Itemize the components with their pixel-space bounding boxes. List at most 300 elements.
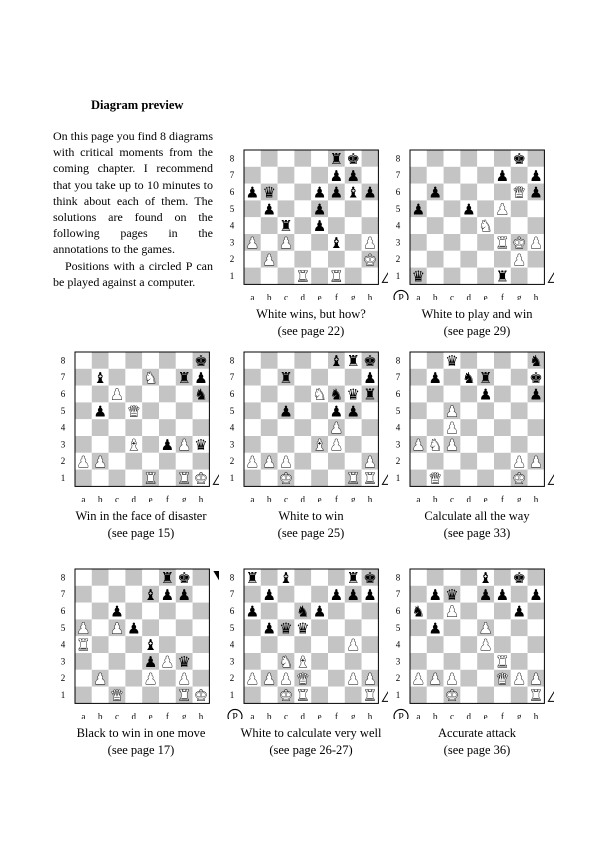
board-square xyxy=(477,352,494,369)
file-label: c xyxy=(450,711,454,719)
board-square xyxy=(311,369,328,386)
rank-label: 2 xyxy=(395,673,401,684)
board-square xyxy=(410,586,427,603)
file-label: f xyxy=(165,494,169,502)
black-pawn-icon: ♟ xyxy=(262,587,276,604)
board-square xyxy=(294,453,311,470)
black-rook-icon: ♜ xyxy=(478,370,493,387)
board-square xyxy=(410,402,427,419)
board-square xyxy=(460,653,477,670)
board-square xyxy=(261,569,278,586)
black-queen-icon: ♛ xyxy=(445,354,459,370)
black-pawn-icon: ♟ xyxy=(312,185,327,202)
white-to-move-icon xyxy=(382,691,388,701)
white-pawn-icon: ♟ xyxy=(363,236,377,252)
file-label: d xyxy=(300,711,306,719)
board-square xyxy=(75,470,92,487)
chessboard xyxy=(57,567,219,719)
black-knight-icon: ♞ xyxy=(296,604,310,621)
rank-label: 4 xyxy=(229,422,235,433)
file-label: d xyxy=(131,494,137,502)
white-to-move-icon xyxy=(548,691,554,701)
diagram-caption xyxy=(377,306,577,340)
white-queen-icon: ♛ xyxy=(495,671,510,688)
board-square xyxy=(294,569,311,586)
board-square xyxy=(511,217,528,234)
rank-label: 4 xyxy=(395,220,401,231)
rank-label: 8 xyxy=(229,355,235,366)
board-square xyxy=(92,386,109,403)
file-label: d xyxy=(466,494,472,502)
board-square xyxy=(477,470,494,487)
rank-label: 1 xyxy=(60,473,66,483)
rank-label: 6 xyxy=(229,187,235,197)
board-square xyxy=(427,402,444,419)
white-pawn-icon: ♟ xyxy=(279,454,293,471)
file-label: g xyxy=(181,494,187,502)
black-king-icon: ♚ xyxy=(346,152,360,168)
rank-label: 5 xyxy=(229,622,235,633)
rank-label: 1 xyxy=(395,271,401,281)
board-square xyxy=(477,419,494,436)
board-square xyxy=(75,386,92,403)
board-square xyxy=(362,200,379,217)
board-square xyxy=(362,619,379,636)
computer-marker-label: P xyxy=(398,712,404,719)
board-square xyxy=(494,402,511,419)
board-square xyxy=(311,352,328,369)
board-square xyxy=(142,603,159,620)
board-square xyxy=(109,352,126,369)
white-bishop-icon: ♝ xyxy=(127,438,141,454)
black-pawn-icon: ♟ xyxy=(478,587,493,604)
board-square xyxy=(410,369,427,386)
board-square xyxy=(159,670,176,687)
white-rook-icon: ♜ xyxy=(296,688,310,705)
board-square xyxy=(75,586,92,603)
black-pawn-icon: ♟ xyxy=(495,587,510,604)
file-label: d xyxy=(300,494,306,502)
board-square xyxy=(261,167,278,184)
board-square xyxy=(460,603,477,620)
board-square xyxy=(427,653,444,670)
rank-label: 1 xyxy=(229,473,235,483)
white-pawn-icon: ♟ xyxy=(445,404,459,421)
board-square xyxy=(427,419,444,436)
board-square xyxy=(328,670,345,687)
black-queen-icon: ♛ xyxy=(296,621,310,638)
white-to-move-icon xyxy=(382,272,388,282)
white-queen-icon: ♛ xyxy=(296,671,310,688)
board-square xyxy=(494,419,511,436)
board-square xyxy=(244,436,261,453)
board-square xyxy=(494,369,511,386)
board-square xyxy=(528,636,545,653)
white-pawn-icon: ♟ xyxy=(512,252,526,269)
intro-paragraph: On this page you find 8 diagrams with critical moments from the coming chapter. I recommend that you take up to 10 minutes to think about each of them. The solutions are found on the following pages in the annotations to the games. xyxy=(53,129,213,257)
rank-label: 3 xyxy=(60,439,66,450)
board-square xyxy=(460,167,477,184)
chessboard xyxy=(392,350,554,502)
white-pawn-icon: ♟ xyxy=(262,454,276,471)
board-square xyxy=(92,586,109,603)
black-pawn-icon: ♟ xyxy=(346,168,360,185)
board-square xyxy=(477,251,494,268)
white-queen-icon: ♛ xyxy=(127,404,141,421)
board-square xyxy=(444,167,461,184)
board-square xyxy=(511,619,528,636)
board-square xyxy=(75,352,92,369)
black-king-icon: ♚ xyxy=(529,370,543,387)
white-pawn-icon: ♟ xyxy=(110,621,124,638)
board-square xyxy=(410,687,427,704)
rank-label: 6 xyxy=(395,187,401,197)
board-square xyxy=(311,453,328,470)
file-label: c xyxy=(284,292,288,300)
rank-label: 7 xyxy=(395,589,401,600)
file-label: g xyxy=(350,292,356,300)
board-square xyxy=(278,268,295,285)
black-rook-icon: ♜ xyxy=(245,571,260,587)
white-to-move-icon xyxy=(548,474,554,484)
rank-label: 6 xyxy=(395,606,401,616)
white-pawn-icon: ♟ xyxy=(411,438,426,454)
board-square xyxy=(244,352,261,369)
board-square xyxy=(494,569,511,586)
board-square xyxy=(278,352,295,369)
black-queen-icon: ♛ xyxy=(262,185,276,202)
board-square xyxy=(311,150,328,167)
black-bishop-icon: ♝ xyxy=(329,354,344,370)
white-pawn-icon: ♟ xyxy=(512,671,526,688)
board-square xyxy=(494,636,511,653)
board-square xyxy=(244,167,261,184)
board-square xyxy=(444,200,461,217)
file-label: d xyxy=(466,711,472,719)
board-square xyxy=(328,251,345,268)
black-knight-icon: ♞ xyxy=(194,387,208,404)
board-square xyxy=(410,453,427,470)
board-square xyxy=(427,251,444,268)
board-square xyxy=(328,200,345,217)
board-square xyxy=(494,184,511,201)
white-pawn-icon: ♟ xyxy=(478,621,493,638)
rank-label: 1 xyxy=(395,690,401,700)
board-square xyxy=(460,687,477,704)
rank-label: 8 xyxy=(229,572,235,583)
white-pawn-icon: ♟ xyxy=(76,454,91,471)
board-square xyxy=(294,386,311,403)
white-rook-icon: ♜ xyxy=(177,688,191,705)
rank-label: 3 xyxy=(395,237,401,248)
file-label: e xyxy=(317,292,322,300)
board-square xyxy=(328,603,345,620)
black-rook-icon: ♜ xyxy=(160,571,175,587)
white-rook-icon: ♜ xyxy=(346,471,360,488)
white-queen-icon: ♛ xyxy=(428,471,442,488)
board-square xyxy=(261,653,278,670)
caption-title: Accurate attack xyxy=(437,726,517,740)
white-to-move-icon xyxy=(548,272,554,282)
board-square xyxy=(294,586,311,603)
board-square xyxy=(193,653,210,670)
board-square xyxy=(511,687,528,704)
board-square xyxy=(511,167,528,184)
white-king-icon: ♚ xyxy=(194,471,208,488)
white-pawn-icon: ♟ xyxy=(529,236,543,252)
black-king-icon: ♚ xyxy=(194,354,208,370)
board-square xyxy=(444,150,461,167)
white-pawn-icon: ♟ xyxy=(363,454,377,471)
caption-page-ref: (see page 17) xyxy=(107,743,175,757)
board-square xyxy=(125,636,142,653)
black-pawn-icon: ♟ xyxy=(245,604,260,621)
black-pawn-icon: ♟ xyxy=(529,587,543,604)
board-square xyxy=(125,470,142,487)
rank-label: 5 xyxy=(60,405,66,416)
board-square xyxy=(328,687,345,704)
black-pawn-icon: ♟ xyxy=(346,587,360,604)
white-pawn-icon: ♟ xyxy=(529,454,543,471)
board-square xyxy=(427,386,444,403)
board-square xyxy=(278,167,295,184)
black-pawn-icon: ♟ xyxy=(411,202,426,219)
board-square xyxy=(294,251,311,268)
board-square xyxy=(345,603,362,620)
rank-label: 7 xyxy=(229,372,235,383)
board-square xyxy=(109,369,126,386)
file-label: f xyxy=(500,494,504,502)
white-pawn-icon: ♟ xyxy=(428,671,442,688)
black-pawn-icon: ♟ xyxy=(363,185,377,202)
black-pawn-icon: ♟ xyxy=(160,587,175,604)
white-king-icon: ♚ xyxy=(445,688,459,705)
board-square xyxy=(511,653,528,670)
page-heading: Diagram preview xyxy=(91,98,184,112)
chessboard xyxy=(226,567,388,719)
white-pawn-icon: ♟ xyxy=(93,454,107,471)
board-square xyxy=(142,453,159,470)
board-square xyxy=(460,619,477,636)
file-label: b xyxy=(266,711,272,719)
file-label: c xyxy=(115,711,119,719)
board-square xyxy=(244,687,261,704)
intro-paragraph: Positions with a circled P can be played against a computer. xyxy=(53,258,213,289)
board-square xyxy=(176,352,193,369)
rank-label: 2 xyxy=(60,673,66,684)
board-square xyxy=(176,419,193,436)
file-label: b xyxy=(97,494,103,502)
board-square xyxy=(261,369,278,386)
file-label: f xyxy=(334,292,338,300)
board-square xyxy=(328,217,345,234)
board-square xyxy=(444,234,461,251)
white-pawn-icon: ♟ xyxy=(445,438,459,454)
board-square xyxy=(427,636,444,653)
board-square xyxy=(125,386,142,403)
rank-label: 2 xyxy=(229,254,235,265)
black-rook-icon: ♜ xyxy=(329,152,344,168)
black-bishop-icon: ♝ xyxy=(143,638,158,655)
computer-marker-label: P xyxy=(232,712,238,719)
rank-label: 5 xyxy=(395,203,401,214)
board-square xyxy=(345,619,362,636)
rank-label: 1 xyxy=(229,271,235,281)
black-bishop-icon: ♝ xyxy=(143,587,158,604)
board-square xyxy=(511,386,528,403)
board-square xyxy=(311,653,328,670)
board-square xyxy=(494,619,511,636)
rank-label: 5 xyxy=(229,203,235,214)
file-label: c xyxy=(450,292,454,300)
board-square xyxy=(261,150,278,167)
board-square xyxy=(460,217,477,234)
computer-marker-label: P xyxy=(398,293,404,300)
file-label: a xyxy=(416,494,421,502)
board-square xyxy=(294,419,311,436)
black-king-icon: ♚ xyxy=(512,152,526,168)
board-square xyxy=(345,217,362,234)
white-pawn-icon: ♟ xyxy=(177,671,191,688)
file-label: a xyxy=(416,292,421,300)
rank-label: 5 xyxy=(229,405,235,416)
white-pawn-icon: ♟ xyxy=(177,438,191,454)
board-square xyxy=(460,470,477,487)
file-label: a xyxy=(81,494,86,502)
board-square xyxy=(125,687,142,704)
white-pawn-icon: ♟ xyxy=(445,604,459,621)
board-square xyxy=(460,184,477,201)
black-rook-icon: ♜ xyxy=(346,354,360,370)
board-square xyxy=(460,670,477,687)
white-pawn-icon: ♟ xyxy=(110,387,124,404)
file-label: e xyxy=(148,711,153,719)
board-square xyxy=(444,653,461,670)
board-square xyxy=(477,268,494,285)
board-square xyxy=(345,268,362,285)
board-square xyxy=(193,453,210,470)
chess-diagram xyxy=(392,567,554,724)
rank-label: 3 xyxy=(229,656,235,667)
board-square xyxy=(460,268,477,285)
board-square xyxy=(278,386,295,403)
board-square xyxy=(109,436,126,453)
chess-diagram xyxy=(226,148,388,305)
rank-label: 7 xyxy=(229,589,235,600)
board-square xyxy=(362,167,379,184)
board-square xyxy=(494,436,511,453)
chessboard xyxy=(392,148,554,300)
board-square xyxy=(278,251,295,268)
board-square xyxy=(193,603,210,620)
board-square xyxy=(328,569,345,586)
white-pawn-icon: ♟ xyxy=(245,236,260,252)
chess-diagram xyxy=(392,148,554,305)
black-pawn-icon: ♟ xyxy=(363,587,377,604)
board-square xyxy=(528,419,545,436)
board-square xyxy=(109,670,126,687)
board-square xyxy=(460,150,477,167)
board-square xyxy=(261,234,278,251)
board-square xyxy=(410,150,427,167)
black-pawn-icon: ♟ xyxy=(428,587,442,604)
black-bishop-icon: ♝ xyxy=(346,185,360,202)
board-square xyxy=(125,603,142,620)
chess-diagram xyxy=(226,567,388,724)
rank-label: 6 xyxy=(60,606,66,616)
board-square xyxy=(294,636,311,653)
board-square xyxy=(92,636,109,653)
board-square xyxy=(410,569,427,586)
file-label: b xyxy=(432,292,438,300)
caption-title: White to calculate very well xyxy=(240,726,382,740)
board-square xyxy=(278,150,295,167)
rank-label: 4 xyxy=(395,422,401,433)
board-square xyxy=(294,167,311,184)
caption-title: Black to win in one move xyxy=(76,726,206,740)
rank-label: 8 xyxy=(395,355,401,366)
black-pawn-icon: ♟ xyxy=(143,655,158,671)
board-square xyxy=(345,369,362,386)
black-bishop-icon: ♝ xyxy=(279,571,293,587)
board-square xyxy=(511,369,528,386)
file-label: f xyxy=(165,711,169,719)
board-square xyxy=(511,636,528,653)
board-square xyxy=(193,586,210,603)
white-knight-icon: ♞ xyxy=(279,655,293,671)
board-square xyxy=(311,687,328,704)
board-square xyxy=(477,200,494,217)
board-square xyxy=(427,569,444,586)
board-square xyxy=(142,352,159,369)
board-square xyxy=(244,619,261,636)
rank-label: 1 xyxy=(60,690,66,700)
board-square xyxy=(159,470,176,487)
board-square xyxy=(176,619,193,636)
rank-label: 6 xyxy=(229,389,235,399)
black-to-move-icon xyxy=(213,571,219,581)
caption-title: White to play and win xyxy=(421,307,533,321)
black-pawn-icon: ♟ xyxy=(495,168,510,185)
black-pawn-icon: ♟ xyxy=(262,621,276,638)
board-square xyxy=(75,369,92,386)
board-square xyxy=(193,619,210,636)
file-label: g xyxy=(181,711,187,719)
board-square xyxy=(278,603,295,620)
white-pawn-icon: ♟ xyxy=(262,671,276,688)
caption-page-ref: (see page 29) xyxy=(443,324,511,338)
file-label: e xyxy=(483,494,488,502)
board-square xyxy=(294,352,311,369)
black-bishop-icon: ♝ xyxy=(329,236,344,252)
board-square xyxy=(444,369,461,386)
board-square xyxy=(125,586,142,603)
board-square xyxy=(311,167,328,184)
board-square xyxy=(362,653,379,670)
file-label: e xyxy=(483,292,488,300)
board-square xyxy=(176,636,193,653)
chessboard xyxy=(226,350,388,502)
rank-label: 7 xyxy=(395,170,401,181)
board-square xyxy=(328,653,345,670)
rank-label: 7 xyxy=(229,170,235,181)
black-pawn-icon: ♟ xyxy=(312,202,327,219)
white-rook-icon: ♜ xyxy=(296,269,310,286)
board-square xyxy=(494,386,511,403)
black-pawn-icon: ♟ xyxy=(127,621,141,638)
diagram-caption xyxy=(377,725,577,759)
board-square xyxy=(345,653,362,670)
